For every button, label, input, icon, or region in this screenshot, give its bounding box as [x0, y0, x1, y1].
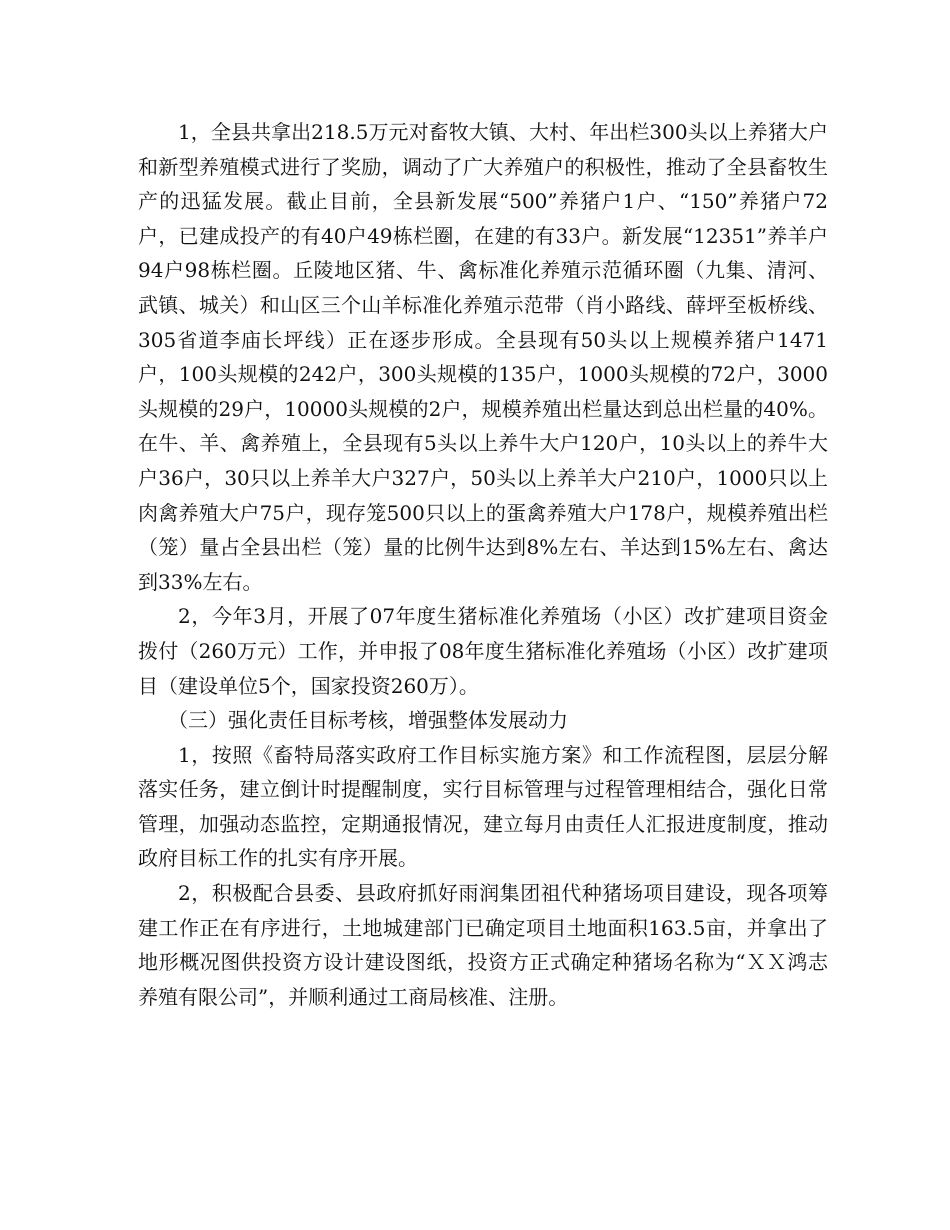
paragraph-pig-farm-funding: 2，今年3月，开展了07年度生猪标准化养殖场（小区）改扩建项目资金拨付（260万元）工作，并申报了08年度生猪标准化养殖场（小区）改扩建项目（建设单位5个，国家投资260万）。	[138, 604, 828, 698]
paragraph-livestock-incentives: 1，全县共拿出218.5万元对畜牧大镇、大村、年出栏300头以上养猪大户和新型养殖模式进行了奖励，调动了广大养殖户的积极性，推动了全县畜牧生产的迅猛发展。截止目前，全县新发展“500”养猪户1户、“150”养猪户72户，已建成投产的有40户49栋栏圈，在建的有33户。新发展“12351”养羊户94户98栋栏圈。丘陵地区猪、牛、禽标准化养殖示范循环圈（九集、清河、武镇、城关）和山区三个山羊标准化养殖示范带（肖小路线、薛坪至板桥线、305省道李庙长坪线）正在逐步形成。全县现有50头以上规模养猪户1471户，100头规模的242户，300头规模的135户，1000头规模的72户，3000头规模的29户，10000头规模的2户，规模养殖出栏量达到总出栏量的40%。在牛、羊、禽养殖上，全县现有5头以上养牛大户120户，10头以上的养牛大户36户，30只以上养羊大户327户，50头以上养羊大户210户，1000只以上肉禽养殖大户75户，现存笼500只以上的蛋禽养殖大户178户，规模养殖出栏（笼）量占全县出栏（笼）量的比例牛达到8%左右、羊达到15%左右、禽达到33%左右。	[138, 120, 828, 594]
document-page	[138, 115, 828, 1014]
section-heading: （三）强化责任目标考核，增强整体发展动力	[168, 708, 568, 733]
paragraph-breeding-farm-project: 2，积极配合县委、县政府抓好雨润集团祖代种猪场项目建设，现各项筹建工作正在有序进行，土地城建部门已确定项目土地面积163.5亩，并拿出了地形概况图供投资方设计建设图纸，投资方正式确定种猪场名称为“ＸＸ鸿志养殖有限公司”，并顺利通过工商局核准、注册。	[138, 881, 828, 1009]
paragraph-target-management: 1，按照《畜特局落实政府工作目标实施方案》和工作流程图，层层分解落实任务，建立倒计时提醒制度，实行目标管理与过程管理相结合，强化日常管理，加强动态监控，定期通报情况，建立每月由责任人汇报进度制度，推动政府目标工作的扎实有序开展。	[138, 742, 828, 871]
